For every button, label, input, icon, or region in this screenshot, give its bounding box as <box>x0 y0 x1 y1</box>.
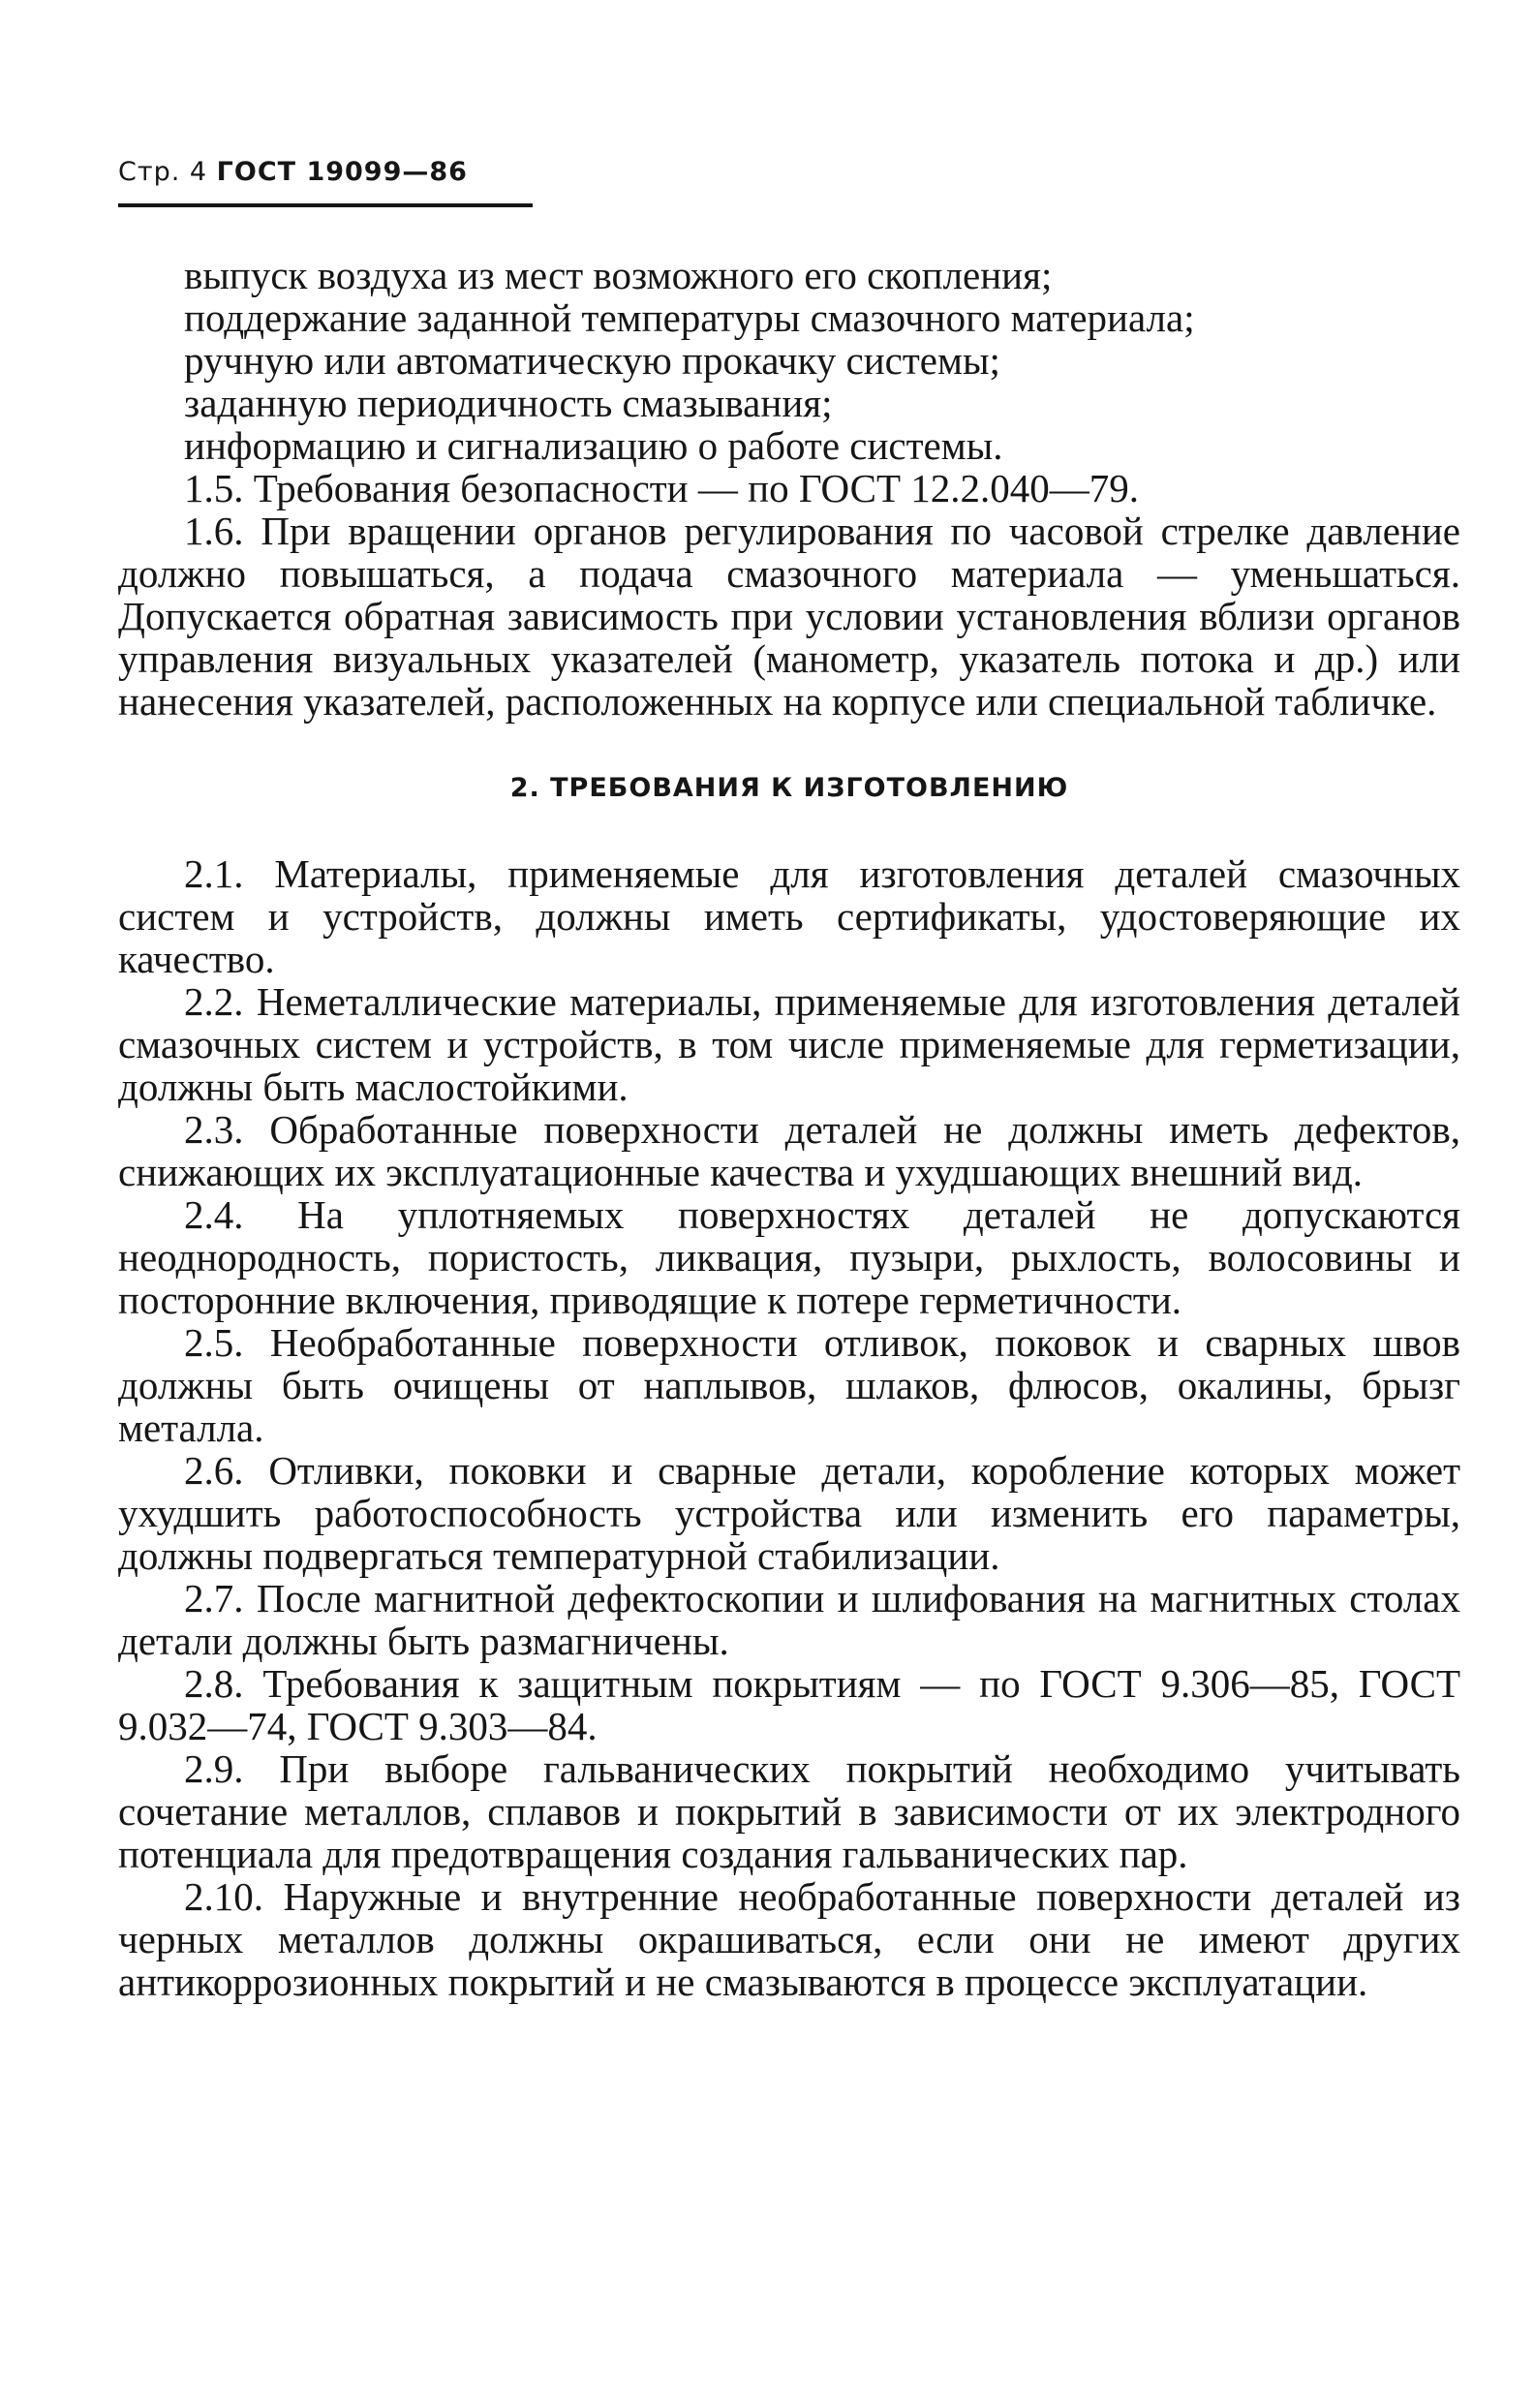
clause-2-9: 2.9. При выборе гальванических покрытий необходимо учитывать сочетание металлов, сплавов и покрытий в зависимости от их электродного потенциала для предотвращения создания гальванических пар. <box>118 1746 1460 1876</box>
page-body <box>118 254 1460 2003</box>
clause-2-1: 2.1. Материалы, применяемые для изготовления деталей смазочных систем и устройств, должны иметь сертификаты, удостоверяющие их качество. <box>118 851 1460 981</box>
list-item: заданную периодичность смазывания; <box>184 381 833 425</box>
list-item: выпуск воздуха из мест возможного его скопления; <box>184 253 1053 297</box>
clause-2-10: 2.10. Наружные и внутренние необработанные поверхности деталей из черных металлов должны окрашиваться, если они не имеют других антикоррозионных покрытий и не смазываются в процессе эксплуатации. <box>118 1874 1460 2004</box>
requirements-list <box>118 254 1460 467</box>
page-header <box>118 157 468 187</box>
clause-2-6: 2.6. Отливки, поковки и сварные детали, коробление которых может ухудшить работоспособность устройства или изменить его параметры, должны подвергаться температурной стабилизации. <box>118 1448 1460 1578</box>
standard-code: ГОСТ 19099—86 <box>216 157 468 187</box>
clause-2-3: 2.3. Обработанные поверхности деталей не должны иметь дефектов, снижающих их эксплуатационные качества и ухудшающих внешний вид. <box>118 1107 1460 1194</box>
header-rule <box>118 203 533 207</box>
section-title: 2. ТРЕБОВАНИЯ К ИЗГОТОВЛЕНИЮ <box>509 773 1069 803</box>
clause-1-5: 1.5. Требования безопасности — по ГОСТ 12.2.040—79. <box>184 466 1140 510</box>
clause-1-6: 1.6. При вращении органов регулирования по часовой стрелке давление должно повышаться, а подача смазочного материала — уменьшаться. Допускается обратная зависимость при условии установления вблизи органов управления визуальных указателей (манометр, указатель потока и др.) или нанесения указателей, расположенных на корпусе или специальной табличке. <box>118 509 1460 724</box>
clause-2-2: 2.2. Неметаллические материалы, применяемые для изготовления деталей смазочных систем и устройств, в том числе применяемые для герметизации, должны быть маслостойкими. <box>118 979 1460 1109</box>
page-number: Стр. 4 <box>118 157 208 187</box>
list-item: поддержание заданной температуры смазочного материала; <box>184 295 1195 340</box>
list-item: ручную или автоматическую прокачку системы; <box>184 338 1000 383</box>
clause-2-8: 2.8. Требования к защитным покрытиям — по ГОСТ 9.306—85, ГОСТ 9.032—74, ГОСТ 9.303—84. <box>118 1661 1460 1748</box>
clause-2-5: 2.5. Необработанные поверхности отливок, поковок и сварных швов должны быть очищены от наплывов, шлаков, флюсов, окалины, брызг металла. <box>118 1320 1460 1450</box>
list-item: информацию и сигнализацию о работе системы. <box>184 423 1003 468</box>
clause-2-4: 2.4. На уплотняемых поверхностях деталей не допускаются неоднородность, пористость, ликвация, пузыри, рыхлость, волосовины и посторонние включения, приводящие к потере герметичности. <box>118 1192 1460 1322</box>
clause-2-7: 2.7. После магнитной дефектоскопии и шлифования на магнитных столах детали должны быть размагничены. <box>118 1576 1460 1663</box>
